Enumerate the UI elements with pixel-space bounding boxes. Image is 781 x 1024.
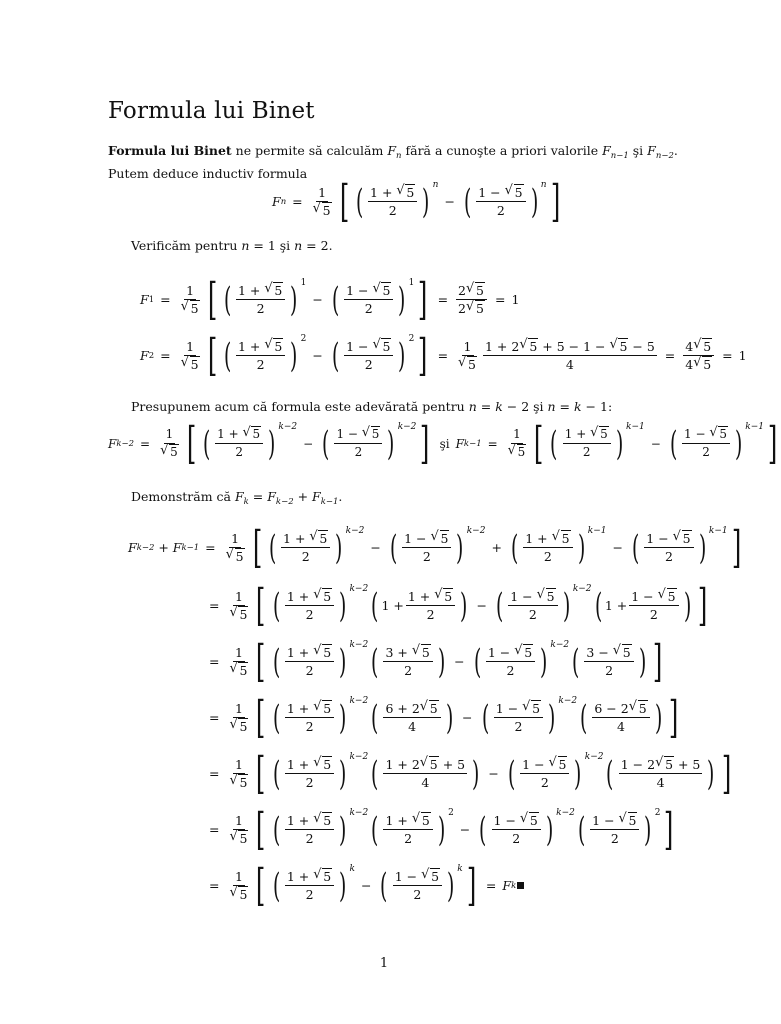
intro-text-3: şi: [628, 143, 648, 158]
intro-text-2: fără a cunoşte a priori valorile: [401, 143, 603, 158]
verify-text-1: Verificăm pentru: [131, 238, 242, 253]
prove-sentence: Demonstrăm că $F_k = F_{k-2} + F_{k-1}$.: [131, 489, 343, 507]
derivation-line-1: F k−2 + F k−1 = 1 √ 5 [ ( $\frac{1 + √ 5}{2}$ ) k−2 − ( $\frac{1 - √ 5}{2}$ ) k−2 + ( $\frac{1 + √ 5}{2}$ ) k−1 − ( $\frac{1 - √ 5}{2}$ ) k−1 ]: [128, 528, 745, 568]
intro-line-2: Putem deduce inductiv formula: [108, 166, 308, 181]
page-title: Formula lui Binet: [108, 98, 315, 124]
assume-text-2: =: [476, 399, 496, 414]
f2-equation: F 2 = 1 √ 5 [ ( $\frac{1 + √ 5}{2}$ ) 2 − ( $\frac{1 - √ 5}{2}$ ) 2 ] = 1 √ 5 $\frac{1 + 2√ 5 + 5 - 1 - √ 5 - 5}{4}$ = $\frac{4√ 5}{4√ 5}$ = 1: [140, 336, 747, 376]
and-word: şi: [439, 436, 450, 451]
induction-hypothesis: F k−2 = 1 √ 5 [ ( $\frac{1 + √ 5}{2}$ ) k−2 − ( $\frac{1 - √ 5}{2}$ ) k−2 ] şi F k−1 = 1 √ 5 [ ( $\frac{1 + √ 5}{2}$ ) k−1 − ( $\frac{1 - √ 5}{2}$ ) k−1 ]: [108, 424, 781, 464]
assume-text-4: =: [555, 399, 574, 414]
derivation-line-4: = 1 √ 5 [ ( $\frac{1 + √ 5}{2}$ ) k−2 ( $\frac{6 + 2√ 5}{4}$ ) − ( $\frac{1 - √ 5}{2}$ ) k−2 ( $\frac{6 - 2√ 5}{4}$ ) ]: [203, 698, 682, 738]
derivation-line-2: = 1 √ 5 [ ( $\frac{1 + √ 5}{2}$ ) k−2 ( 1 + $\frac{1 + √ 5}{2}$ ) − ( $\frac{1 - √ 5}{2}$ ) k−2 ( 1 + $\frac{1 - √ 5}{2}$ ) ]: [203, 586, 711, 626]
verify-sentence: Verificăm pentru n = 1 şi n = 2.: [131, 238, 333, 253]
assume-text-1: Presupunem acum că formula este adevărată pentru: [131, 399, 469, 414]
intro-bold-term: Formula lui Binet: [108, 143, 232, 158]
f1-equation: F 1 = 1 √ 5 [ ( $\frac{1 + √ 5}{2}$ ) 1 − ( $\frac{1 - √ 5}{2}$ ) 1 ] = $\frac{2√ 5}{2√ 5}$ = 1: [140, 280, 519, 320]
verify-text-3: = 2.: [302, 238, 333, 253]
derivation-line-5: = 1 √ 5 [ ( $\frac{1 + √ 5}{2}$ ) k−2 ( $\frac{1 + 2√ 5 + 5}{4}$ ) − ( $\frac{1 - √ 5}{2}$ ) k−2 ( $\frac{1 - 2√ 5 + 5}{4}$ ) ]: [203, 754, 735, 794]
qed-square-icon: [517, 882, 524, 889]
intro-text-1: ne permite să calculăm: [231, 143, 388, 158]
derivation-line-7: = 1 √ 5 [ ( $\frac{1 + √ 5}{2}$ ) k − ( $\frac{1 - √ 5}{2}$ ) k ] = F k: [203, 866, 524, 906]
prove-text-1: Demonstrăm că: [131, 489, 235, 504]
binet-formula: F n = 1 √ 5 [ ( $\frac{1 + √ 5}{2}$ ) n − ( $\frac{1 - √ 5}{2}$ ) n ]: [272, 182, 564, 222]
intro-text-4: .: [673, 143, 678, 158]
verify-text-2: = 1 şi: [249, 238, 295, 253]
derivation-line-3: = 1 √ 5 [ ( $\frac{1 + √ 5}{2}$ ) k−2 ( $\frac{3 + √ 5}{2}$ ) − ( $\frac{1 - √ 5}{2}$ ) k−2 ( $\frac{3 - √ 5}{2}$ ) ]: [203, 642, 666, 682]
page-number: 1: [379, 956, 389, 971]
intro-paragraph: Formula lui Binet ne permite să calculăm $F_n$ fără a cunoşte a priori valorile $F_{n-1}$ şi $F_{n-2}$. Putem deduce inductiv formula: [108, 143, 678, 181]
assume-text-3: − 2 şi: [502, 399, 548, 414]
derivation-line-6: = 1 √ 5 [ ( $\frac{1 + √ 5}{2}$ ) k−2 ( $\frac{1 + √ 5}{2}$ ) 2 − ( $\frac{1 - √ 5}{2}$ ) k−2 ( $\frac{1 - √ 5}{2}$ ) 2 ]: [203, 810, 678, 850]
assume-sentence: Presupunem acum că formula este adevărată pentru n = k − 2 şi n = k − 1:: [131, 399, 613, 414]
assume-text-5: − 1:: [581, 399, 613, 414]
